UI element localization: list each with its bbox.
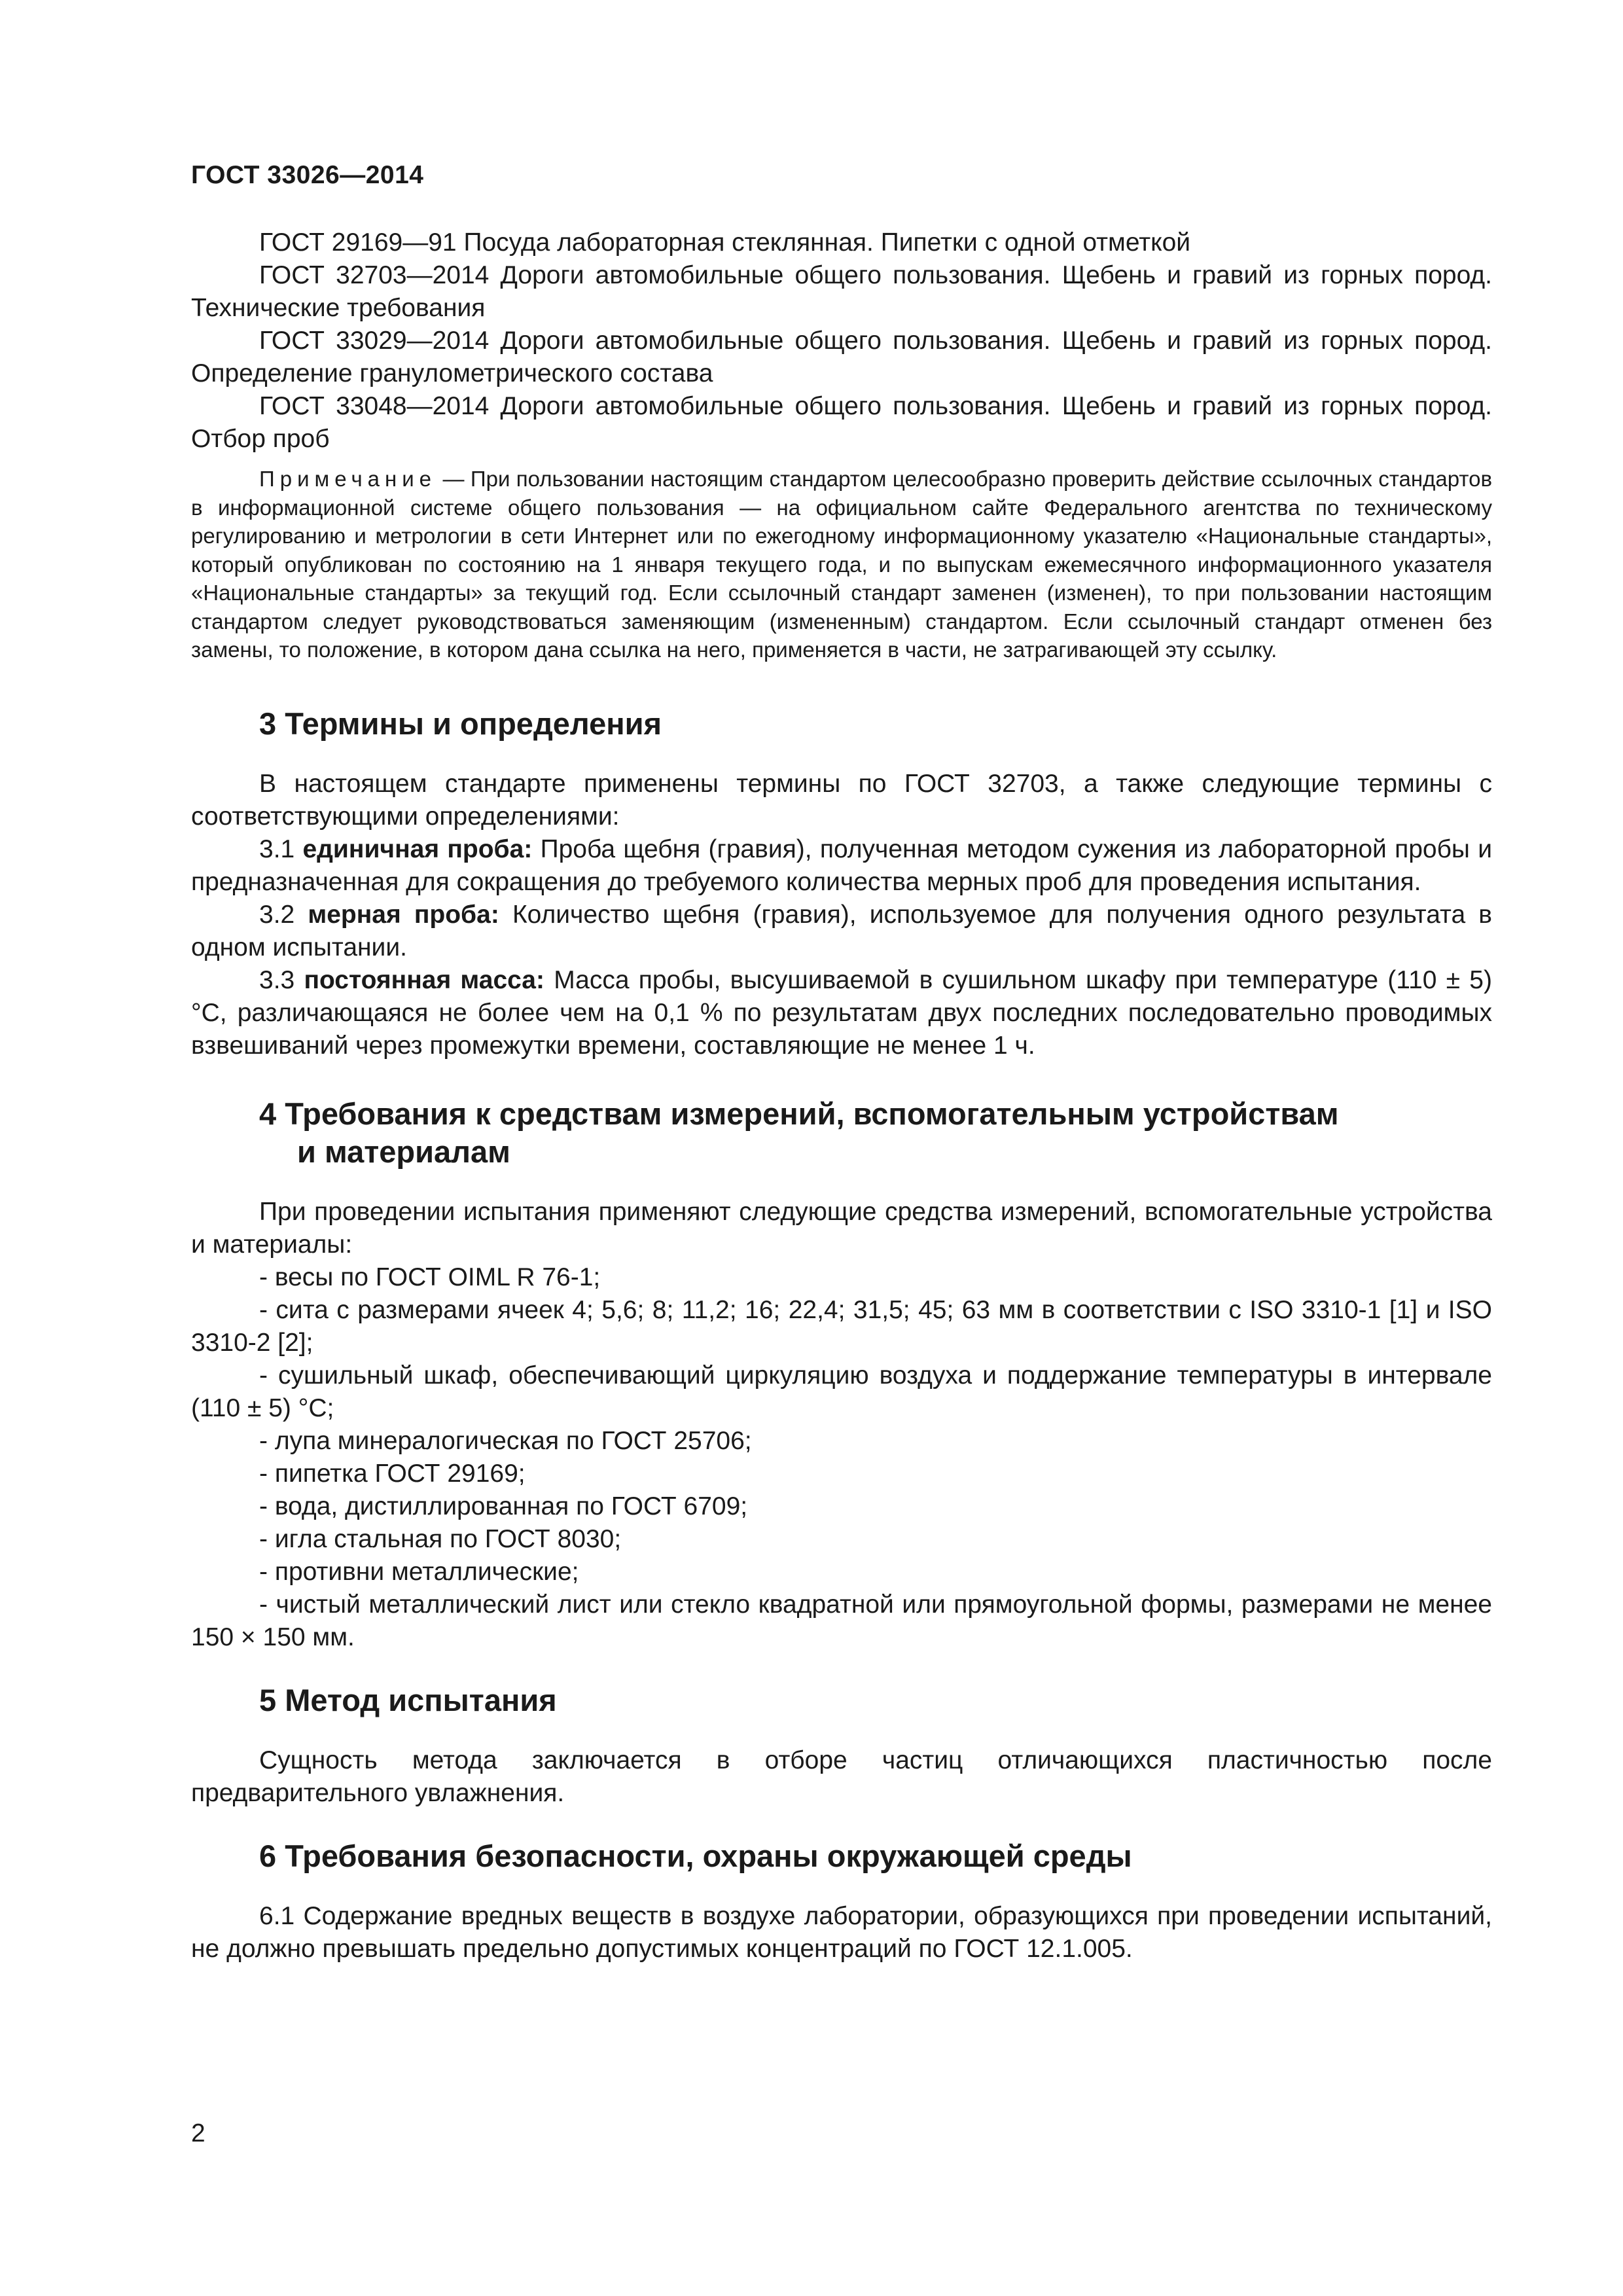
page-number: 2 bbox=[191, 2119, 205, 2147]
document-body bbox=[191, 226, 1492, 1965]
section-6-text: 6.1 Содержание вредных веществ в воздухе лаборатории, образующихся при проведении испытаний, не должно превышать предельно допустимых концентраций по ГОСТ 12.1.005. bbox=[191, 1901, 1492, 1963]
section-4-heading bbox=[191, 1095, 1492, 1171]
references-list bbox=[191, 226, 1492, 456]
equipment-item: - чистый металлический лист или стекло квадратной или прямоугольной формы, размерами не менее 150 × 150 мм. bbox=[191, 1590, 1492, 1651]
equipment-item: - сита с размерами ячеек 4; 5,6; 8; 11,2; 16; 22,4; 31,5; 45; 63 мм в соответствии с ISO 3310-1 [1] и ISO 3310-2 [2]; bbox=[191, 1295, 1492, 1357]
note-text: — При пользовании настоящим стандартом целесообразно проверить действие ссылочных стандартов в информационной системе общего пользования — на официальном сайте Федерального агентства по техническому регулированию и метрологии в сети Интернет или по ежегодному информационному указателю «Национальные стандарты», который опубликован по состоянию на 1 января текущего года, и по выпускам ежемесячного информационного указателя «Национальные стандарты» за текущий год. Если ссылочный стандарт заменен (изменен), то при пользовании настоящим стандартом следует руководствоваться заменяющим (измененным) стандартом. Если ссылочный стандарт отменен без замены, то положение, в котором дана ссылка на него, применяется в части, не затрагивающей эту ссылку. bbox=[191, 467, 1492, 662]
document-header: ГОСТ 33026—2014 bbox=[191, 161, 424, 189]
equipment-item: - весы по ГОСТ OIML R 76-1; bbox=[259, 1263, 601, 1291]
reference-item: ГОСТ 29169—91 Посуда лабораторная стеклянная. Пипетки с одной отметкой bbox=[259, 228, 1191, 257]
term-definition: Масса пробы, высушиваемой в сушильном шкафу при температуре (110 ± 5) °С, различающаяся не более чем на 0,1 % по результатам двух последних последовательно проводимых взвешиваний через промежутки времени, составляющие не менее 1 ч. bbox=[191, 965, 1492, 1060]
equipment-item: - противни металлические; bbox=[259, 1557, 579, 1586]
section-4-heading-line2: и материалам bbox=[297, 1134, 510, 1169]
note-label: Примечание bbox=[259, 467, 437, 491]
term-number: 3.2 bbox=[259, 900, 308, 929]
section-5-text: Сущность метода заключается в отборе частиц отличающихся пластичностью после предварительного увлажнения. bbox=[191, 1746, 1492, 1807]
section-6-heading: 6 Требования безопасности, охраны окружающей среды bbox=[259, 1838, 1132, 1873]
term-item bbox=[191, 899, 1492, 964]
term-number: 3.1 bbox=[259, 834, 303, 863]
reference-item: ГОСТ 33048—2014 Дороги автомобильные общего пользования. Щебень и гравий из горных пород. Отбор проб bbox=[191, 392, 1492, 453]
term-name: единичная проба: bbox=[302, 834, 533, 863]
note-paragraph bbox=[191, 465, 1492, 664]
term-name: мерная проба: bbox=[308, 900, 499, 929]
equipment-item: - пипетка ГОСТ 29169; bbox=[259, 1459, 526, 1488]
term-item bbox=[191, 833, 1492, 899]
section-4-heading-line1: 4 Требования к средствам измерений, вспомогательным устройствам bbox=[259, 1096, 1339, 1131]
equipment-item: - вода, дистиллированная по ГОСТ 6709; bbox=[259, 1492, 748, 1520]
section-4-intro: При проведении испытания применяют следующие средства измерений, вспомогательные устройства и материалы: bbox=[191, 1197, 1492, 1259]
term-name: постоянная масса: bbox=[304, 965, 544, 994]
term-item bbox=[191, 964, 1492, 1062]
term-number: 3.3 bbox=[259, 965, 304, 994]
section-3-intro: В настоящем стандарте применены термины по ГОСТ 32703, а также следующие термины с соответствующими определениями: bbox=[191, 769, 1492, 831]
section-3-heading: 3 Термины и определения bbox=[259, 706, 662, 741]
equipment-item: - игла стальная по ГОСТ 8030; bbox=[259, 1524, 622, 1553]
reference-item: ГОСТ 32703—2014 Дороги автомобильные общего пользования. Щебень и гравий из горных пород. Технические требования bbox=[191, 261, 1492, 322]
term-definition: Проба щебня (гравия), полученная методом сужения из лабораторной пробы и предназначенная для сокращения до требуемого количества мерных проб для проведения испытания. bbox=[191, 834, 1492, 896]
term-definition: Количество щебня (гравия), используемое для получения одного результата в одном испытании. bbox=[191, 900, 1492, 961]
equipment-item: - сушильный шкаф, обеспечивающий циркуляцию воздуха и поддержание температуры в интервале (110 ± 5) °С; bbox=[191, 1361, 1492, 1422]
equipment-item: - лупа минералогическая по ГОСТ 25706; bbox=[259, 1426, 752, 1455]
reference-item: ГОСТ 33029—2014 Дороги автомобильные общего пользования. Щебень и гравий из горных пород. Определение гранулометрического состава bbox=[191, 327, 1492, 387]
section-5-heading: 5 Метод испытания bbox=[259, 1682, 557, 1717]
